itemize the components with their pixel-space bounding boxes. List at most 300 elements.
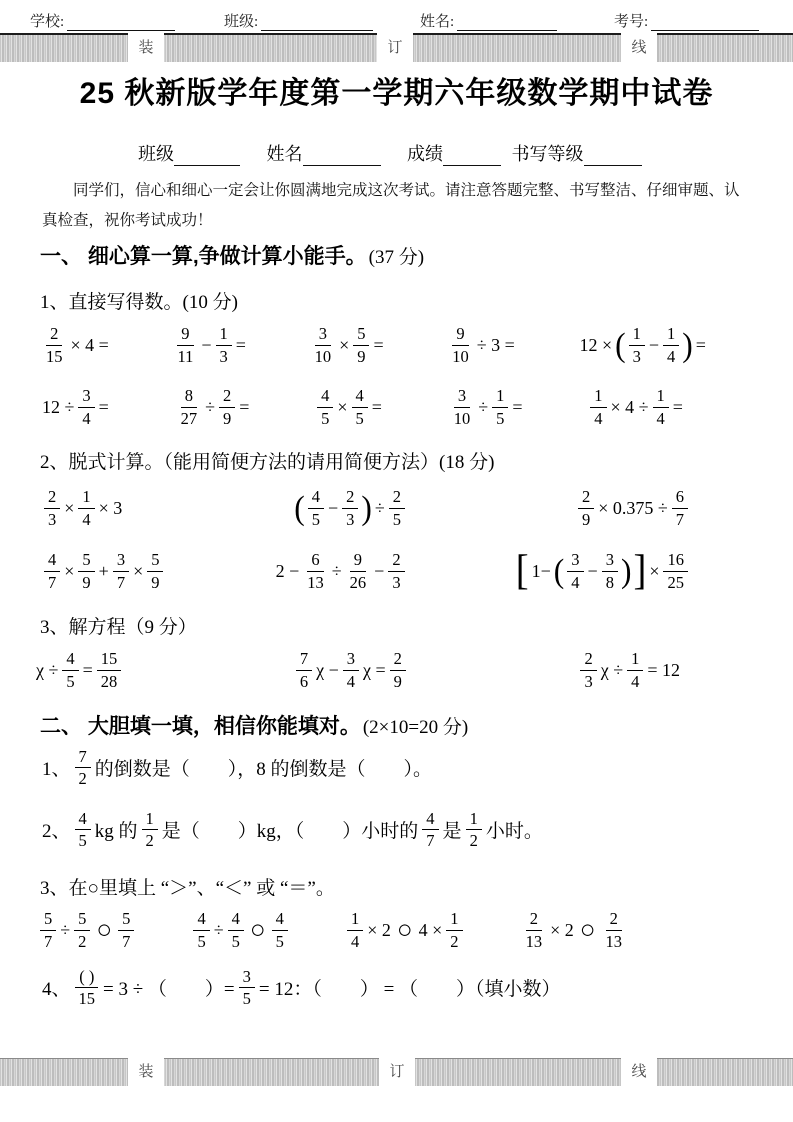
denominator: 3 — [632, 346, 641, 366]
stepwise-calc-row-1 — [42, 481, 690, 535]
math-text: = — [98, 396, 109, 417]
math-text: + — [98, 560, 109, 581]
math-expression — [175, 387, 252, 427]
math-expression — [448, 387, 525, 427]
denominator: 7 — [675, 509, 684, 529]
denominator: 11 — [177, 346, 194, 366]
section1-score: (37 分) — [368, 247, 425, 268]
fraction — [466, 810, 482, 850]
numerator: 1 — [466, 810, 482, 830]
numerator: 1 — [492, 387, 508, 407]
numerator: 2 — [388, 551, 404, 571]
math-expression — [515, 547, 690, 594]
compare-row — [38, 903, 628, 957]
math-text: × 3 — [98, 497, 123, 518]
numerator: 2 — [578, 488, 594, 508]
fraction — [142, 810, 158, 850]
math-expression — [446, 325, 517, 365]
denominator: 28 — [100, 671, 118, 691]
math-text: = — [373, 334, 384, 355]
math-text: 4、 — [42, 979, 71, 1001]
fraction — [446, 910, 462, 950]
numerator: 1 — [629, 325, 645, 345]
numerator: 2 — [606, 910, 622, 930]
binding-mark-ding: 订 — [379, 1057, 415, 1088]
binding-mark-xian: 线 — [621, 1057, 657, 1088]
fraction — [193, 910, 209, 950]
numerator: 3 — [567, 551, 583, 571]
fraction — [228, 910, 244, 950]
fraction — [388, 551, 404, 591]
denominator: 2 — [145, 831, 154, 851]
numerator: 2 — [219, 387, 235, 407]
denominator: 5 — [231, 931, 240, 951]
info-handwriting — [512, 144, 642, 164]
numerator: 3 — [602, 551, 618, 571]
numerator: 16 — [663, 551, 688, 571]
math-text: 的倒数是（ ），8 的倒数是（ ）。 — [94, 759, 433, 781]
math-text: − — [327, 497, 339, 518]
math-text: ÷ — [478, 396, 489, 417]
compare-circle: ○ — [579, 914, 596, 944]
math-text: 2、 — [42, 821, 71, 843]
fraction — [44, 488, 60, 528]
fraction — [627, 650, 643, 690]
math-expression — [34, 650, 123, 690]
math-text: kg 的 — [94, 821, 138, 843]
fill-blank-q3-label: 3、在○里填上 “＞”、“＜” 或 “＝”。 — [40, 878, 335, 899]
direct-calc-row-2 — [40, 380, 685, 434]
numerator: 5 — [74, 910, 90, 930]
denominator: 3 — [584, 671, 593, 691]
fraction — [663, 551, 688, 591]
class-label: 班级: — [224, 14, 259, 30]
numerator: 9 — [452, 325, 468, 345]
denominator: 7 — [44, 931, 53, 951]
fraction — [173, 325, 197, 365]
info-name-label: 姓名 — [266, 144, 303, 164]
fraction — [78, 488, 94, 528]
numerator: 3 — [113, 551, 129, 571]
math-text: − — [201, 334, 212, 355]
math-expression — [293, 488, 407, 528]
numerator: 4 — [62, 650, 78, 670]
denominator: 9 — [82, 572, 91, 592]
fraction — [342, 488, 358, 528]
fraction — [390, 650, 406, 690]
denominator: 4 — [346, 671, 355, 691]
paren: ( — [294, 488, 305, 527]
math-text: × — [337, 396, 348, 417]
numerator: 4 — [422, 810, 438, 830]
fraction — [272, 910, 288, 950]
fraction — [522, 910, 547, 950]
section2-score: (2×10=20 分) — [362, 717, 469, 738]
math-text: = — [672, 396, 683, 417]
math-expression — [588, 387, 685, 427]
denominator: 26 — [349, 572, 367, 592]
numerator: 6 — [307, 551, 323, 571]
math-text: = — [82, 659, 93, 680]
numerator: 3 — [454, 387, 470, 407]
math-expression — [520, 910, 628, 950]
bracket: [ — [515, 547, 529, 594]
math-expression — [42, 488, 124, 528]
math-text: × — [64, 497, 75, 518]
math-text: × 2 — [367, 919, 391, 940]
numerator: 4 — [193, 910, 209, 930]
denominator: 3 — [346, 509, 355, 529]
examno-label: 考号: — [614, 14, 649, 30]
math-text: = — [239, 396, 250, 417]
numerator: 4 — [75, 810, 91, 830]
numerator: 5 — [118, 910, 134, 930]
math-expression — [577, 325, 707, 365]
numerator: 4 — [272, 910, 288, 930]
denominator: 7 — [48, 572, 57, 592]
math-text: 是（ ）kg，（ ）小时的 — [161, 821, 419, 843]
compare-circle: ○ — [96, 914, 113, 944]
numerator: 4 — [308, 488, 324, 508]
fraction — [580, 650, 596, 690]
denominator: 15 — [46, 346, 63, 366]
info-class — [138, 144, 240, 164]
math-text: ÷ — [331, 560, 342, 581]
numerator: 2 — [526, 910, 542, 930]
fraction — [147, 551, 163, 591]
paren: ) — [620, 551, 632, 590]
fraction — [347, 910, 363, 950]
denominator: 5 — [311, 509, 320, 529]
q2-label: 2、脱式计算。（能用简便方法的请用简便方法）(18 分) — [40, 452, 495, 473]
numerator: 4 — [44, 551, 60, 571]
math-text: × 4 = — [70, 334, 109, 355]
denominator: 6 — [299, 671, 309, 691]
math-text: = — [512, 396, 523, 417]
math-expression — [315, 387, 384, 427]
fraction — [40, 910, 56, 950]
numerator: 4 — [228, 910, 244, 930]
numerator: 1 — [347, 910, 363, 930]
numerator: ( ) — [75, 968, 98, 988]
math-text: × — [339, 334, 350, 355]
numerator: 2 — [342, 488, 358, 508]
binding-mark-zhuang: 装 — [128, 1057, 164, 1088]
school-label: 学校: — [30, 14, 65, 30]
math-text: χ − — [316, 659, 339, 680]
numerator: 4 — [352, 387, 368, 407]
numerator: 6 — [672, 488, 688, 508]
binding-strip-bottom — [0, 1058, 793, 1086]
numerator: 9 — [177, 325, 193, 345]
math-expression — [191, 910, 289, 950]
class-blank — [261, 17, 373, 31]
numerator: 3 — [343, 650, 359, 670]
fill-blank-q4 — [40, 968, 563, 1008]
fraction — [78, 551, 94, 591]
numerator: 3 — [315, 325, 331, 345]
numerator: 1 — [663, 325, 679, 345]
fraction — [663, 325, 679, 365]
math-text: − — [374, 560, 385, 581]
denominator: 2 — [78, 769, 87, 789]
math-expression — [38, 910, 136, 950]
math-text: = 3 ÷ （ ）= — [103, 979, 235, 1001]
denominator: 4 — [82, 408, 91, 428]
numerator: 9 — [350, 551, 366, 571]
denominator: 9 — [393, 671, 402, 691]
fraction — [450, 387, 475, 427]
numerator: 7 — [75, 748, 91, 768]
math-text: × — [649, 560, 660, 581]
math-text: χ = — [363, 659, 386, 680]
fraction — [118, 910, 134, 950]
math-text: χ ÷ — [600, 659, 624, 680]
binding-mark-zhuang: 装 — [128, 33, 164, 64]
denominator: 2 — [78, 931, 87, 951]
fraction — [343, 650, 359, 690]
numerator: 3 — [78, 387, 94, 407]
math-expression — [578, 650, 682, 690]
info-class-label: 班级 — [138, 144, 174, 164]
denominator: 4 — [594, 408, 603, 428]
fraction — [422, 810, 438, 850]
math-text: × — [64, 560, 75, 581]
denominator: 5 — [355, 408, 364, 428]
numerator: 5 — [353, 325, 369, 345]
class-field — [224, 10, 373, 31]
paren: ( — [615, 325, 626, 364]
math-expression — [309, 325, 386, 365]
info-handwriting-label: 书写等级 — [511, 144, 584, 164]
fraction — [352, 387, 368, 427]
fraction — [74, 910, 90, 950]
numerator: 2 — [389, 488, 405, 508]
math-text: × 4 ÷ — [610, 396, 649, 417]
numerator: 2 — [46, 325, 62, 345]
school-blank — [67, 17, 175, 31]
fraction — [75, 968, 100, 1008]
fraction — [317, 387, 333, 427]
fraction — [97, 650, 122, 690]
name-field — [420, 10, 557, 31]
section1-heading — [40, 240, 424, 270]
denominator: 10 — [453, 408, 471, 428]
fill-blank-q2 — [40, 810, 545, 850]
school-field — [30, 10, 175, 31]
denominator: 5 — [78, 831, 87, 851]
info-score — [407, 144, 501, 164]
denominator: 5 — [392, 509, 402, 529]
fraction — [78, 387, 94, 427]
fraction — [44, 551, 60, 591]
numerator: 5 — [40, 910, 56, 930]
denominator: 8 — [605, 572, 614, 592]
fraction — [346, 551, 371, 591]
compare-circle: ○ — [396, 914, 413, 944]
math-text: − — [648, 334, 660, 355]
math-expression — [40, 387, 111, 427]
denominator: 2 — [450, 931, 459, 951]
math-text: 小时。 — [485, 821, 543, 843]
q3-label: 3、解方程（9 分） — [40, 617, 197, 638]
numerator: 15 — [97, 650, 122, 670]
denominator: 13 — [605, 931, 622, 951]
paren: ( — [553, 551, 565, 590]
numerator: 1 — [78, 488, 94, 508]
fraction — [75, 748, 91, 788]
fraction — [672, 488, 688, 528]
denominator: 9 — [357, 346, 366, 366]
math-text: = — [371, 396, 382, 417]
info-class-blank — [174, 150, 240, 166]
q1-label: 1、直接写得数。(10 分) — [40, 292, 238, 313]
denominator: 5 — [275, 931, 284, 951]
denominator: 4 — [571, 572, 580, 592]
info-name — [267, 144, 381, 164]
fraction — [296, 650, 312, 690]
exam-notice: 同学们，信心和细心一定会让你圆满地完成这次考试。请注意答题完整、书写整洁、仔细审题、认真检查，祝你考试成功！ — [42, 182, 740, 230]
fraction — [62, 650, 78, 690]
numerator: 1 — [446, 910, 462, 930]
examno-blank — [651, 17, 759, 31]
fraction — [448, 325, 473, 365]
numerator: 5 — [147, 551, 163, 571]
solve-equation-row — [34, 643, 682, 697]
fraction — [492, 387, 508, 427]
fraction — [353, 325, 369, 365]
denominator: 13 — [525, 931, 543, 951]
denominator: 10 — [314, 346, 332, 366]
denominator: 5 — [496, 408, 505, 428]
denominator: 4 — [667, 346, 676, 366]
math-text: ÷ 3 = — [476, 334, 515, 355]
denominator: 15 — [78, 989, 96, 1009]
fraction — [602, 551, 618, 591]
denominator: 25 — [667, 572, 684, 592]
math-text: 是 — [442, 821, 462, 843]
math-text: − — [587, 560, 598, 581]
math-text: 1、 — [42, 759, 71, 781]
math-expression — [274, 551, 407, 591]
denominator: 27 — [180, 408, 198, 428]
denominator: 3 — [48, 509, 57, 529]
fraction — [219, 387, 235, 427]
numerator: 1 — [627, 650, 643, 670]
denominator: 3 — [392, 572, 401, 592]
numerator: 2 — [44, 488, 60, 508]
compare-circle: ○ — [249, 914, 266, 944]
denominator: 4 — [82, 509, 91, 529]
numerator: 1 — [590, 387, 606, 407]
math-expression — [294, 650, 408, 690]
math-text: ÷ — [60, 919, 71, 940]
fraction — [629, 325, 645, 365]
fraction — [113, 551, 129, 591]
math-expression — [171, 325, 247, 365]
fraction — [653, 387, 669, 427]
paren: ) — [682, 325, 693, 364]
fraction — [578, 488, 594, 528]
denominator: 4 — [631, 671, 640, 691]
name-blank — [457, 17, 557, 31]
math-text: = — [695, 334, 706, 355]
info-handwriting-blank — [584, 150, 642, 166]
fraction — [308, 488, 324, 528]
math-text: = 12：（ ） = （ ）（填小数） — [258, 979, 561, 1001]
denominator: 4 — [656, 408, 665, 428]
bracket: ] — [633, 547, 647, 594]
fraction — [602, 910, 627, 950]
fraction — [303, 551, 328, 591]
stepwise-calc-row-2 — [42, 541, 690, 601]
denominator: 5 — [242, 989, 251, 1009]
math-text: ÷ — [205, 396, 215, 417]
denominator: 7 — [426, 831, 435, 851]
math-expression — [40, 325, 111, 365]
denominator: 7 — [122, 931, 131, 951]
math-text: ÷ — [213, 919, 224, 940]
math-text: = — [235, 334, 246, 355]
denominator: 3 — [219, 346, 228, 366]
denominator: 5 — [197, 931, 206, 951]
math-text: ÷ — [374, 497, 385, 518]
denominator: 10 — [452, 346, 469, 366]
denominator: 9 — [581, 509, 591, 529]
student-info-line — [138, 140, 664, 166]
numerator: 4 — [317, 387, 333, 407]
fraction — [311, 325, 336, 365]
section2-heading-text: 二、 大胆填一填，相信你能填对。 — [40, 715, 361, 738]
numerator: 8 — [181, 387, 197, 407]
info-score-label: 成绩 — [407, 144, 443, 164]
denominator: 9 — [222, 408, 232, 428]
fraction — [389, 488, 405, 528]
info-name-blank — [303, 150, 381, 166]
math-text: 4 × — [418, 919, 443, 940]
fraction — [590, 387, 606, 427]
numerator: 7 — [296, 650, 312, 670]
math-text: 2 − — [275, 560, 300, 581]
math-text: = 12 — [647, 659, 680, 680]
fraction — [177, 387, 202, 427]
fill-blank-q1 — [40, 748, 434, 788]
math-text: χ ÷ — [36, 659, 59, 680]
denominator: 9 — [151, 572, 160, 592]
denominator: 5 — [66, 671, 75, 691]
math-text: 12 ÷ — [42, 396, 75, 417]
section2-heading — [40, 710, 468, 740]
denominator: 2 — [469, 831, 478, 851]
binding-mark-ding: 订 — [377, 33, 413, 64]
section1-heading-text: 一、 细心算一算,争做计算小能手。 — [40, 245, 367, 268]
info-score-blank — [443, 150, 501, 166]
binding-mark-xian: 线 — [621, 33, 657, 64]
fraction — [567, 551, 583, 591]
denominator: 13 — [307, 572, 324, 592]
binding-strip-top — [0, 33, 793, 62]
math-text: × — [133, 560, 144, 581]
numerator: 5 — [78, 551, 94, 571]
math-expression — [345, 910, 465, 950]
denominator: 5 — [321, 408, 330, 428]
numerator: 1 — [142, 810, 158, 830]
math-expression — [42, 551, 165, 591]
examno-field — [614, 10, 759, 31]
direct-calc-row-1 — [40, 318, 708, 372]
numerator: 2 — [390, 650, 406, 670]
fraction — [42, 325, 67, 365]
